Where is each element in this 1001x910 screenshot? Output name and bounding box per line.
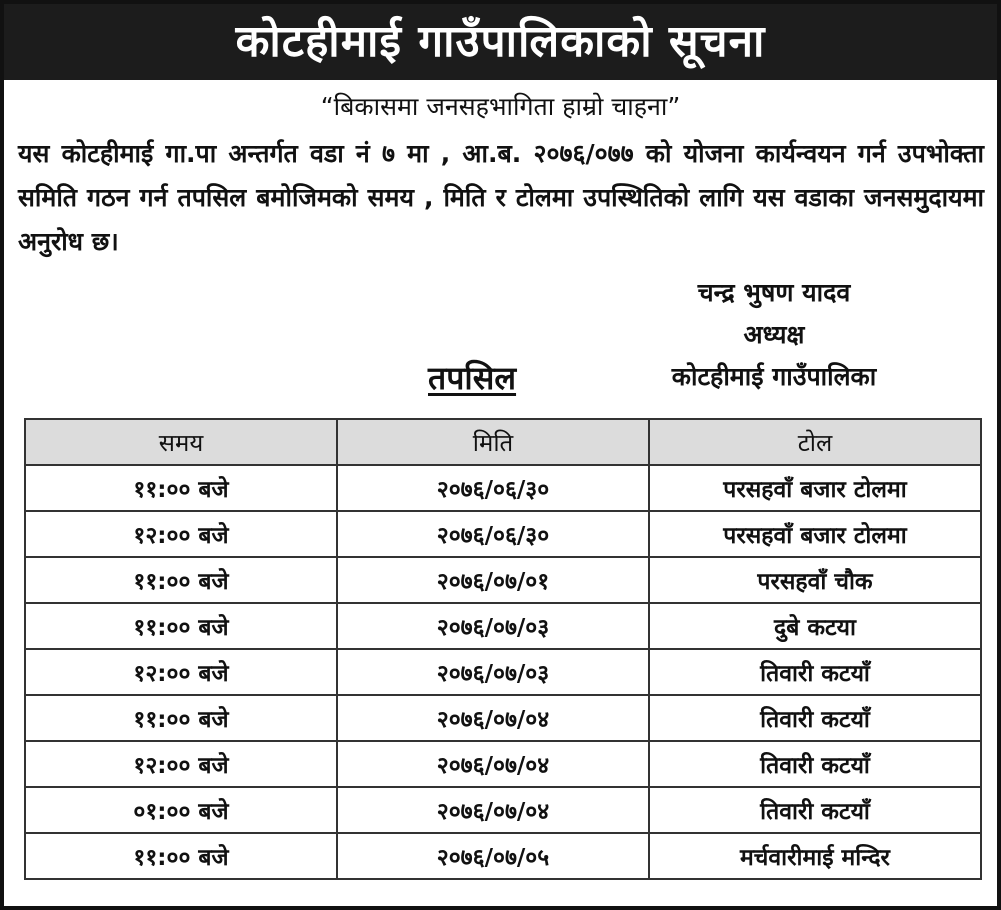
table-row — [25, 465, 981, 511]
cell-date: २०७६/०७/०५ — [337, 833, 649, 879]
cell-place: दुबे कटया — [649, 603, 981, 649]
slogan: “बिकासमा जनसहभागिता हाम्रो चाहना” — [320, 92, 681, 121]
cell-date: २०७६/०७/०४ — [337, 787, 649, 833]
cell-place: मर्चवारीमाई मन्दिर — [649, 833, 981, 879]
table-row — [25, 787, 981, 833]
cell-time: १२:०० बजे — [25, 649, 337, 695]
cell-place: परसहवाँ चौक — [649, 557, 981, 603]
cell-date: २०७६/०७/०१ — [337, 557, 649, 603]
table-row — [25, 833, 981, 879]
table-row — [25, 511, 981, 557]
column-header-time: समय — [25, 419, 337, 465]
cell-place: तिवारी कटयाँ — [649, 787, 981, 833]
cell-time: ११:०० बजे — [25, 465, 337, 511]
cell-place: परसहवाँ बजार टोलमा — [649, 511, 981, 557]
column-header-date: मिति — [337, 419, 649, 465]
column-header-place: टोल — [649, 419, 981, 465]
cell-date: २०७६/०७/०४ — [337, 695, 649, 741]
signature-block — [604, 272, 944, 398]
cell-place: तिवारी कटयाँ — [649, 649, 981, 695]
cell-time: ११:०० बजे — [25, 695, 337, 741]
cell-place: तिवारी कटयाँ — [649, 695, 981, 741]
signatory-org: कोटहीमाई गाउँपालिका — [671, 362, 877, 391]
cell-date: २०७६/०७/०३ — [337, 603, 649, 649]
schedule-heading: तपसिल — [428, 359, 517, 397]
cell-place: परसहवाँ बजार टोलमा — [649, 465, 981, 511]
cell-time: ११:०० बजे — [25, 603, 337, 649]
table-row — [25, 741, 981, 787]
cell-time: ११:०० बजे — [25, 833, 337, 879]
table-row — [25, 557, 981, 603]
notice-title: कोटहीमाई गाउँपालिकाको सूचना — [4, 4, 997, 80]
table-row — [25, 695, 981, 741]
table-row — [25, 649, 981, 695]
cell-date: २०७६/०६/३० — [337, 511, 649, 557]
cell-time: ०१:०० बजे — [25, 787, 337, 833]
cell-date: २०७६/०६/३० — [337, 465, 649, 511]
schedule-table — [24, 418, 982, 880]
signatory-title: अध्यक्ष — [743, 320, 805, 349]
table-header-row — [25, 419, 981, 465]
notice-body: यस कोटहीमाई गा.पा अन्तर्गत वडा नं ७ मा , आ.ब. २०७६/०७७ को योजना कार्यन्वयन गर्न उपभोक्ता समिति गठन गर्न तपसिल बमोजिमको समय , मिति र टोलमा उपस्थितिको लागि यस वडाका जनसमुदायमा अनुरोध छ। — [18, 139, 984, 256]
cell-place: तिवारी कटयाँ — [649, 741, 981, 787]
cell-time: १२:०० बजे — [25, 741, 337, 787]
signatory-name: चन्द्र भुषण यादव — [697, 278, 851, 307]
cell-date: २०७६/०७/०४ — [337, 741, 649, 787]
cell-time: ११:०० बजे — [25, 557, 337, 603]
table-row — [25, 603, 981, 649]
cell-date: २०७६/०७/०३ — [337, 649, 649, 695]
cell-time: १२:०० बजे — [25, 511, 337, 557]
